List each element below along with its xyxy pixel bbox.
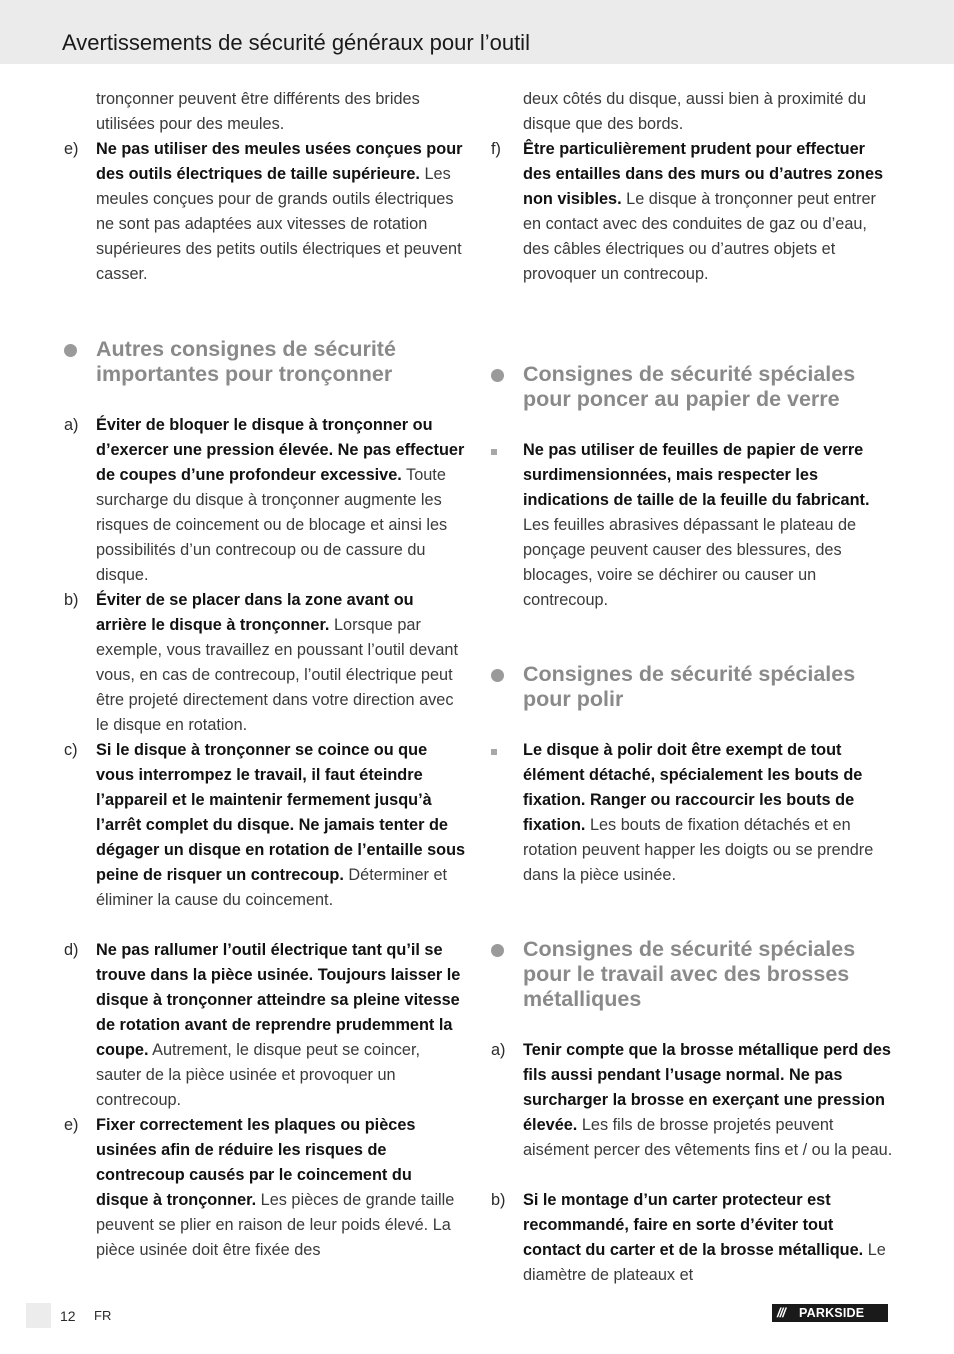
item-marker: a) <box>64 416 79 434</box>
left-intro-text: tronçonner peuvent être différents des brides utilisées pour des meules. <box>96 90 420 133</box>
item-text: Les fils de brosse projetés peuvent aisément percer des vêtements fins et / ou la peau. <box>523 1116 893 1159</box>
left-item-a <box>62 413 466 588</box>
section-heading-poncer <box>489 362 893 412</box>
left-intro-paragraph <box>62 87 466 137</box>
page-title: Avertissements de sécurité généraux pour l’outil <box>62 30 530 55</box>
bullet-dot-icon <box>491 944 504 957</box>
footer-page-box <box>26 1303 51 1328</box>
right-item-f <box>489 137 893 287</box>
item-text: Déterminer et éliminer la cause du coincement. <box>96 866 448 909</box>
item-marker: e) <box>64 140 79 158</box>
bullet-dot-icon <box>491 669 504 682</box>
item-text: Autrement, le disque peut se coincer, sauter de la pièce usinée et provoquer un contrecoup. <box>96 1041 421 1109</box>
item-bold-text: Éviter de se placer dans la zone avant ou arrière le disque à tronçonner. <box>96 591 414 634</box>
section-title: Consignes de sécurité spéciales pour polir <box>523 662 856 711</box>
item-text: Les pièces de grande taille peuvent se plier en raison de leur poids élevé. La pièce usinée doit être fixée des <box>96 1191 455 1259</box>
item-bold-text: Si le montage d’un carter protecteur est recommandé, faire en sorte d’éviter tout contact du carter et de la brosse métallique. <box>523 1191 864 1259</box>
right-item-b <box>489 1188 893 1288</box>
left-item-d <box>62 938 466 1113</box>
item-text: Les bouts de fixation détachés et en rotation peuvent happer les doigts ou se prendre dans la pièce usinée. <box>523 816 874 884</box>
section-title: Consignes de sécurité spéciales pour poncer au papier de verre <box>523 362 856 411</box>
left-item-e1 <box>62 137 466 287</box>
section-heading-tronconner <box>62 337 466 387</box>
square-bullet-icon <box>491 449 497 455</box>
section-title: Autres consignes de sécurité importantes pour tronçonner <box>96 337 396 386</box>
page-number: 12 <box>60 1308 76 1324</box>
page-language: FR <box>94 1308 112 1323</box>
item-bold-text: Le disque à polir doit être exempt de tout élément détaché, spécialement les bouts de fixation. Ranger ou raccourcir les bouts de fixation. <box>523 741 863 834</box>
item-bold-text: Si le disque à tronçonner se coince ou que vous interrompez le travail, il faut éteindre l’appareil et le maintenir fermement jusqu’à l’arrêt complet du disque. Ne jamais tenter de dégager un disque en rotation de l’entaille sous peine de risquer un contrecoup. <box>96 741 466 884</box>
item-bold-text: Ne pas utiliser des meules usées conçues pour des outils électriques de taille supérieure. <box>96 140 463 183</box>
parkside-logo <box>772 1304 888 1322</box>
right-item-a <box>489 1038 893 1163</box>
item-marker: d) <box>64 941 79 959</box>
bullet-dot-icon <box>491 369 504 382</box>
bullet-dot-icon <box>64 344 77 357</box>
item-marker: c) <box>64 741 78 759</box>
item-text: Lorsque par exemple, vous travaillez en poussant l’outil devant vous, en cas de contrecoup, l’outil électrique peut être projeté directement dans votre direction avec le disque en rotation. <box>96 616 459 734</box>
right-item-square-2 <box>489 738 893 888</box>
left-item-b <box>62 588 466 738</box>
logo-text: PARKSIDE <box>799 1306 865 1320</box>
header-band <box>0 0 954 64</box>
section-heading-polir <box>489 662 893 712</box>
item-marker: b) <box>64 591 79 609</box>
logo-slashes: /// <box>777 1305 785 1320</box>
item-marker: b) <box>491 1191 506 1209</box>
section-title: Consignes de sécurité spéciales pour le travail avec des brosses métalliques <box>523 937 856 1011</box>
item-text: Toute surcharge du disque à tronçonner augmente les risques de coincement ou de blocage et ainsi les possibilités d’un contrecoup ou de cassure du disque. <box>96 466 448 584</box>
item-marker: f) <box>491 140 501 158</box>
item-marker: a) <box>491 1041 506 1059</box>
left-item-c <box>62 738 466 913</box>
item-bold-text: Tenir compte que la brosse métallique perd des fils aussi pendant l’usage normal. Ne pas surcharger la brosse en exerçant une pression élevée. <box>523 1041 891 1134</box>
square-bullet-icon <box>491 749 497 755</box>
item-text: Le diamètre de plateaux et <box>523 1241 886 1284</box>
left-item-e2 <box>62 1113 466 1263</box>
item-bold-text: Fixer correctement les plaques ou pièces usinées afin de réduire les risques de contrecoup causés par le coincement du disque à tronçonner. <box>96 1116 416 1209</box>
section-heading-brosses <box>489 937 893 1012</box>
item-text: Les meules conçues pour de grands outils électriques ne sont pas adaptées aux vitesses de rotation supérieures des petits outils électriques et peuvent casser. <box>96 165 462 283</box>
item-bold-text: Être particulièrement prudent pour effectuer des entailles dans des murs ou d’autres zones non visibles. <box>523 140 884 208</box>
item-text: Le disque à tronçonner peut entrer en contact avec des conduites de gaz ou d’eau, des câbles électriques ou d’autres objets et provoquer un contrecoup. <box>523 190 876 283</box>
right-item-square-1 <box>489 438 893 613</box>
item-bold-text: Éviter de bloquer le disque à tronçonner ou d’exercer une pression élevée. Ne pas effectuer de coupes d’une profondeur excessive. <box>96 416 465 484</box>
item-bold-text: Ne pas utiliser de feuilles de papier de verre surdimensionnées, mais respecter les indications de taille de la feuille du fabricant. <box>523 441 870 509</box>
item-text: Les feuilles abrasives dépassant le plateau de ponçage peuvent causer des blessures, des blocages, voire se déchirer ou causer un contrecoup. <box>523 516 857 609</box>
item-bold-text: Ne pas rallumer l’outil électrique tant qu’il se trouve dans la pièce usinée. Toujours laisser le disque à tronçonner atteindre sa pleine vitesse de rotation avant de reprendre prudemment la coupe. <box>96 941 461 1059</box>
item-marker: e) <box>64 1116 79 1134</box>
right-intro-text: deux côtés du disque, aussi bien à proximité du disque que des bords. <box>523 90 867 133</box>
right-intro-paragraph <box>489 87 893 137</box>
